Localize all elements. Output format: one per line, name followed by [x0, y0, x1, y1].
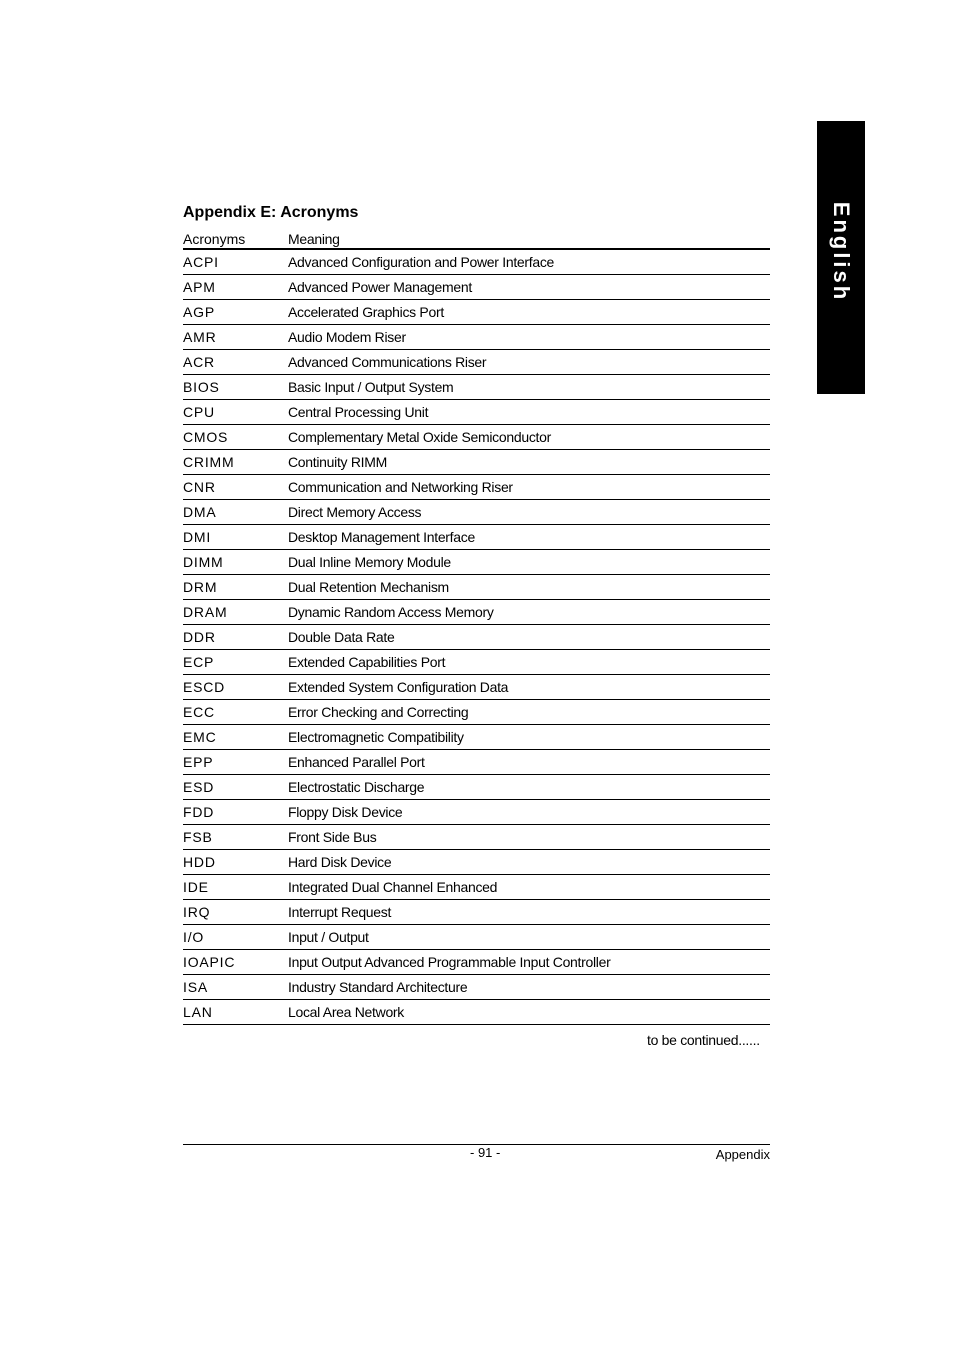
acronym-cell: AMR — [183, 329, 217, 345]
table-row — [183, 425, 770, 450]
acronym-cell: IDE — [183, 879, 209, 895]
acronym-cell: BIOS — [183, 379, 220, 395]
meaning-cell: Front Side Bus — [288, 829, 377, 845]
acronym-cell: AGP — [183, 304, 215, 320]
meaning-cell: Dynamic Random Access Memory — [288, 604, 494, 620]
meaning-cell: Accelerated Graphics Port — [288, 304, 444, 320]
appendix-section — [183, 200, 770, 1025]
table-row — [183, 375, 770, 400]
table-row — [183, 925, 770, 950]
meaning-cell: Enhanced Parallel Port — [288, 754, 425, 770]
meaning-cell: Communication and Networking Riser — [288, 479, 513, 495]
meaning-cell: Advanced Power Management — [288, 279, 472, 295]
acronym-cell: EMC — [183, 729, 217, 745]
table-row — [183, 875, 770, 900]
meaning-cell: Industry Standard Architecture — [288, 979, 468, 995]
acronym-cell: CPU — [183, 404, 215, 420]
table-row — [183, 675, 770, 700]
meaning-cell: Basic Input / Output System — [288, 379, 454, 395]
meaning-cell: Advanced Configuration and Power Interface — [288, 254, 555, 270]
acronym-cell: I/O — [183, 929, 205, 945]
table-row — [183, 450, 770, 475]
acronym-table — [183, 226, 770, 1025]
meaning-cell: Central Processing Unit — [288, 404, 429, 420]
acronym-cell: LAN — [183, 1004, 213, 1020]
acronym-cell: ESCD — [183, 679, 226, 695]
acronym-cell: HDD — [183, 854, 216, 870]
meaning-cell: Continuity RIMM — [288, 454, 387, 470]
meaning-cell: Electromagnetic Compatibility — [288, 729, 464, 745]
acronym-cell: IRQ — [183, 904, 211, 920]
acronym-cell: CRIMM — [183, 454, 235, 470]
meaning-cell: Audio Modem Riser — [288, 329, 406, 345]
acronym-cell: ECC — [183, 704, 215, 720]
table-row — [183, 850, 770, 875]
meaning-cell: Dual Inline Memory Module — [288, 554, 451, 570]
table-row — [183, 650, 770, 675]
table-row — [183, 300, 770, 325]
table-body — [183, 250, 770, 1025]
acronym-cell: ISA — [183, 979, 208, 995]
page-number: - 91 - — [470, 1145, 501, 1160]
acronym-cell: CNR — [183, 479, 216, 495]
table-row — [183, 825, 770, 850]
acronym-cell: DIMM — [183, 554, 224, 570]
table-row — [183, 325, 770, 350]
acronym-cell: CMOS — [183, 429, 229, 445]
table-row — [183, 275, 770, 300]
acronym-cell: APM — [183, 279, 216, 295]
acronym-cell: ESD — [183, 779, 215, 795]
acronym-cell: ACR — [183, 354, 215, 370]
meaning-cell: Dual Retention Mechanism — [288, 579, 449, 595]
table-row — [183, 575, 770, 600]
acronym-cell: ECP — [183, 654, 215, 670]
acronym-cell: DMA — [183, 504, 217, 520]
column-header-acronyms: Acronyms — [183, 231, 246, 247]
meaning-cell: Desktop Management Interface — [288, 529, 475, 545]
continued-note: to be continued...... — [647, 1032, 760, 1048]
meaning-cell: Integrated Dual Channel Enhanced — [288, 879, 498, 895]
meaning-cell: Complementary Metal Oxide Semiconductor — [288, 429, 551, 445]
table-row — [183, 950, 770, 975]
acronym-cell: EPP — [183, 754, 214, 770]
acronym-cell: FSB — [183, 829, 213, 845]
table-row — [183, 800, 770, 825]
table-row — [183, 1000, 770, 1025]
table-row — [183, 975, 770, 1000]
table-header — [183, 226, 770, 250]
acronym-cell: DDR — [183, 629, 216, 645]
footer-section-name: Appendix — [715, 1147, 770, 1162]
table-row — [183, 775, 770, 800]
table-row — [183, 350, 770, 375]
table-row — [183, 900, 770, 925]
table-row — [183, 750, 770, 775]
table-row — [183, 625, 770, 650]
acronym-cell: IOAPIC — [183, 954, 236, 970]
table-row — [183, 525, 770, 550]
language-tab — [817, 121, 865, 394]
table-row — [183, 700, 770, 725]
meaning-cell: Direct Memory Access — [288, 504, 422, 520]
meaning-cell: Input Output Advanced Programmable Input Controller — [288, 954, 611, 970]
table-row — [183, 500, 770, 525]
acronym-cell: DRM — [183, 579, 218, 595]
column-header-meaning: Meaning — [288, 231, 340, 247]
meaning-cell: Hard Disk Device — [288, 854, 392, 870]
meaning-cell: Floppy Disk Device — [288, 804, 403, 820]
meaning-cell: Double Data Rate — [288, 629, 395, 645]
meaning-cell: Input / Output — [288, 929, 369, 945]
meaning-cell: Advanced Communications Riser — [288, 354, 487, 370]
acronym-cell: ACPI — [183, 254, 219, 270]
acronym-cell: FDD — [183, 804, 215, 820]
table-row — [183, 600, 770, 625]
language-tab-label: English — [829, 201, 854, 303]
table-row — [183, 250, 770, 275]
table-row — [183, 550, 770, 575]
meaning-cell: Error Checking and Correcting — [288, 704, 469, 720]
meaning-cell: Extended System Configuration Data — [288, 679, 509, 695]
acronym-cell: DRAM — [183, 604, 228, 620]
table-row — [183, 475, 770, 500]
meaning-cell: Extended Capabilities Port — [288, 654, 446, 670]
meaning-cell: Electrostatic Discharge — [288, 779, 425, 795]
meaning-cell: Local Area Network — [288, 1004, 404, 1020]
table-row — [183, 400, 770, 425]
meaning-cell: Interrupt Request — [288, 904, 392, 920]
acronym-cell: DMI — [183, 529, 212, 545]
page-title: Appendix E: Acronyms — [183, 204, 359, 221]
table-row — [183, 725, 770, 750]
